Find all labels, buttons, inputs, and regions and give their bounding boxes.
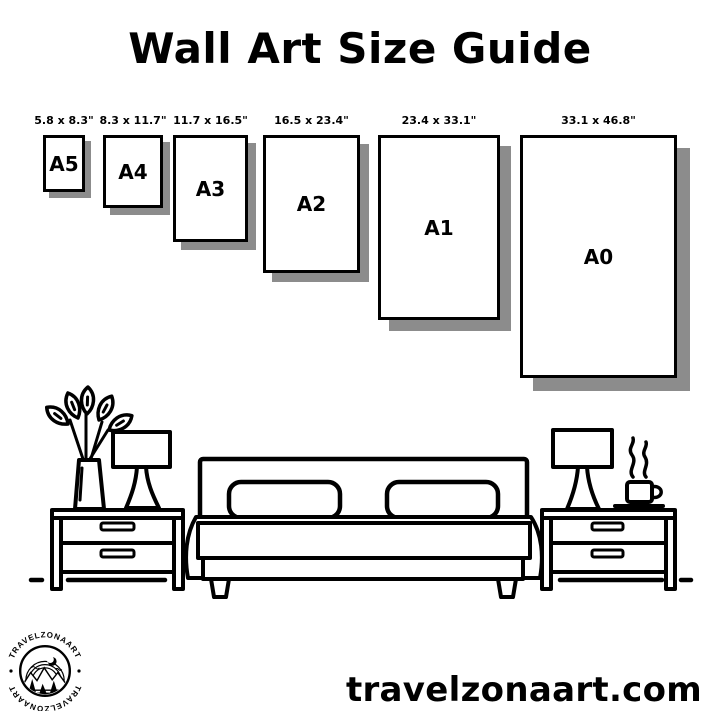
dimension-label-a4: 8.3 x 11.7" bbox=[99, 114, 167, 127]
paper-name-a3: A3 bbox=[195, 176, 226, 201]
paper-box-a5 bbox=[43, 135, 85, 192]
dimension-label-a2: 16.5 x 23.4" bbox=[274, 114, 349, 127]
paper-name-a1: A1 bbox=[424, 215, 454, 240]
paper-box-a0 bbox=[520, 135, 677, 378]
brand-logo bbox=[5, 631, 85, 711]
bedroom-illustration bbox=[0, 378, 720, 610]
nightstand-right-top bbox=[542, 510, 675, 518]
logo-brand-text-bottom: TRAVELZONAART bbox=[7, 683, 83, 711]
paper-name-a2: A2 bbox=[296, 192, 327, 216]
dimension-label-a5: 5.8 x 8.3" bbox=[34, 114, 94, 127]
paper-name-a4: A4 bbox=[118, 159, 148, 184]
logo-brand-text-top: TRAVELZONAART bbox=[7, 631, 83, 660]
nightstand-left-top bbox=[52, 510, 183, 518]
page-title: Wall Art Size Guide bbox=[128, 24, 592, 73]
dimension-label-a0: 33.1 x 46.8" bbox=[561, 114, 636, 127]
paper-box-a1 bbox=[378, 135, 500, 320]
badge-dot-right bbox=[77, 669, 80, 672]
paper-name-a5: A5 bbox=[49, 151, 79, 176]
steaming-coffee-cup-icon bbox=[615, 438, 663, 506]
dimension-label-a3: 11.7 x 16.5" bbox=[173, 114, 248, 127]
paper-box-a3 bbox=[173, 135, 248, 242]
badge-dot-left bbox=[9, 669, 12, 672]
bed-with-pillows-icon bbox=[186, 459, 542, 597]
paper-name-a0: A0 bbox=[583, 244, 614, 269]
paper-box-a4 bbox=[103, 135, 163, 208]
table-lamp-left-icon bbox=[113, 432, 170, 508]
website-url: travelzonaart.com bbox=[345, 670, 702, 710]
paper-box-a2 bbox=[263, 135, 360, 273]
dimension-label-a1: 23.4 x 33.1" bbox=[401, 114, 477, 127]
table-lamp-right-icon bbox=[553, 430, 612, 509]
